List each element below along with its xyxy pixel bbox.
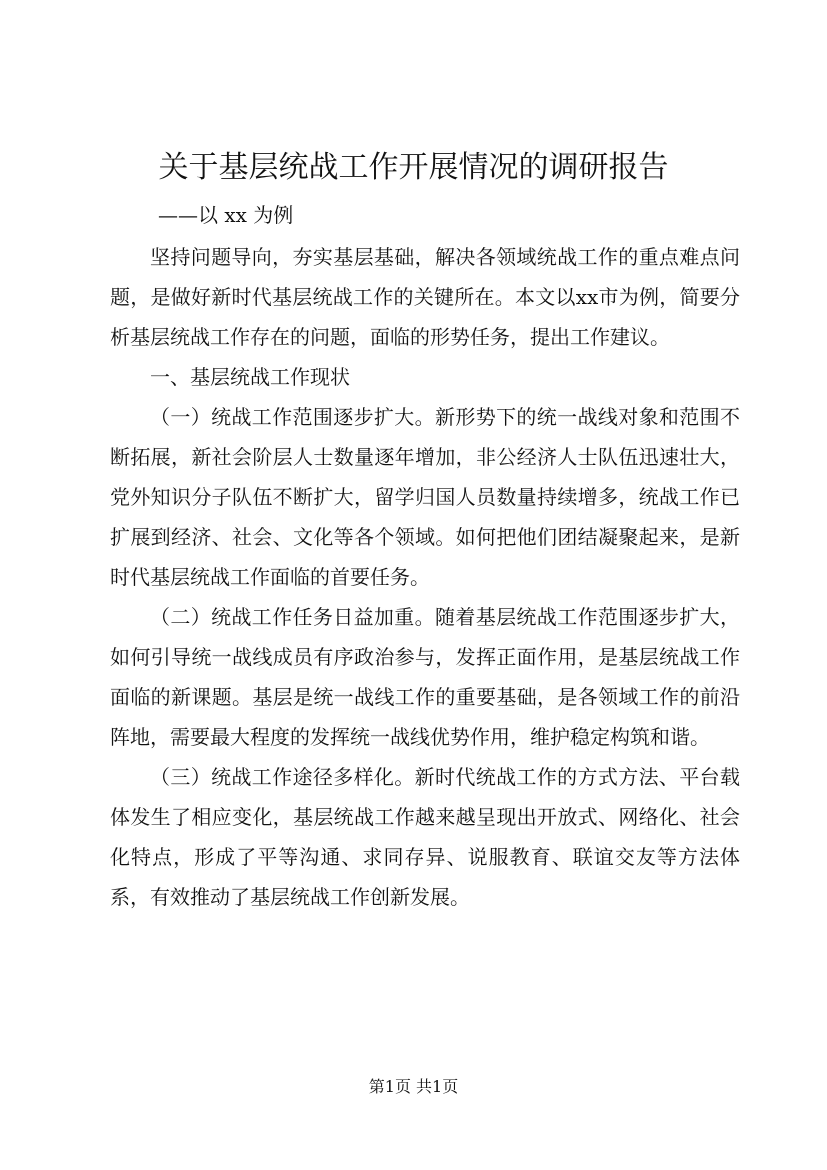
intro-paragraph: 坚持问题导向，夯实基层基础，解决各领域统战工作的重点难点问题，是做好新时代基层统战工作的关键所在。本文以xx市为例，简要分析基层统战工作存在的问题，面临的形势任务，提出工作建议。 xyxy=(110,245,740,349)
document-body xyxy=(110,237,740,917)
section-heading: 一、基层统战工作现状 xyxy=(150,365,350,389)
document-subtitle: ——以 xx 为例 xyxy=(158,203,294,227)
body-paragraph-1: （一）统战工作范围逐步扩大。新形势下的统一战线对象和范围不断拓展，新社会阶层人士数量逐年增加，非公经济人士队伍迅速壮大，党外知识分子队伍不断扩大，留学归国人员数量持续增多，统战工作已扩展到经济、社会、文化等各个领域。如何把他们团结凝聚起来，是新时代基层统战工作面临的首要任务。 xyxy=(110,405,740,589)
page-footer xyxy=(0,1075,827,1099)
document-title: 关于基层统战工作开展情况的调研报告 xyxy=(158,150,669,185)
page-number: 第1页 共1页 xyxy=(368,1077,459,1096)
body-paragraph-3: （三）统战工作途径多样化。新时代统战工作的方式方法、平台载体发生了相应变化，基层统战工作越来越呈现出开放式、网络化、社会化特点，形成了平等沟通、求同存异、说服教育、联谊交友等方法体系，有效推动了基层统战工作创新发展。 xyxy=(110,765,740,909)
body-paragraph-2: （二）统战工作任务日益加重。随着基层统战工作范围逐步扩大，如何引导统一战线成员有序政治参与，发挥正面作用，是基层统战工作面临的新课题。基层是统一战线工作的重要基础，是各领域工作的前沿阵地，需要最大程度的发挥统一战线优势作用，维护稳定构筑和谐。 xyxy=(110,605,740,749)
